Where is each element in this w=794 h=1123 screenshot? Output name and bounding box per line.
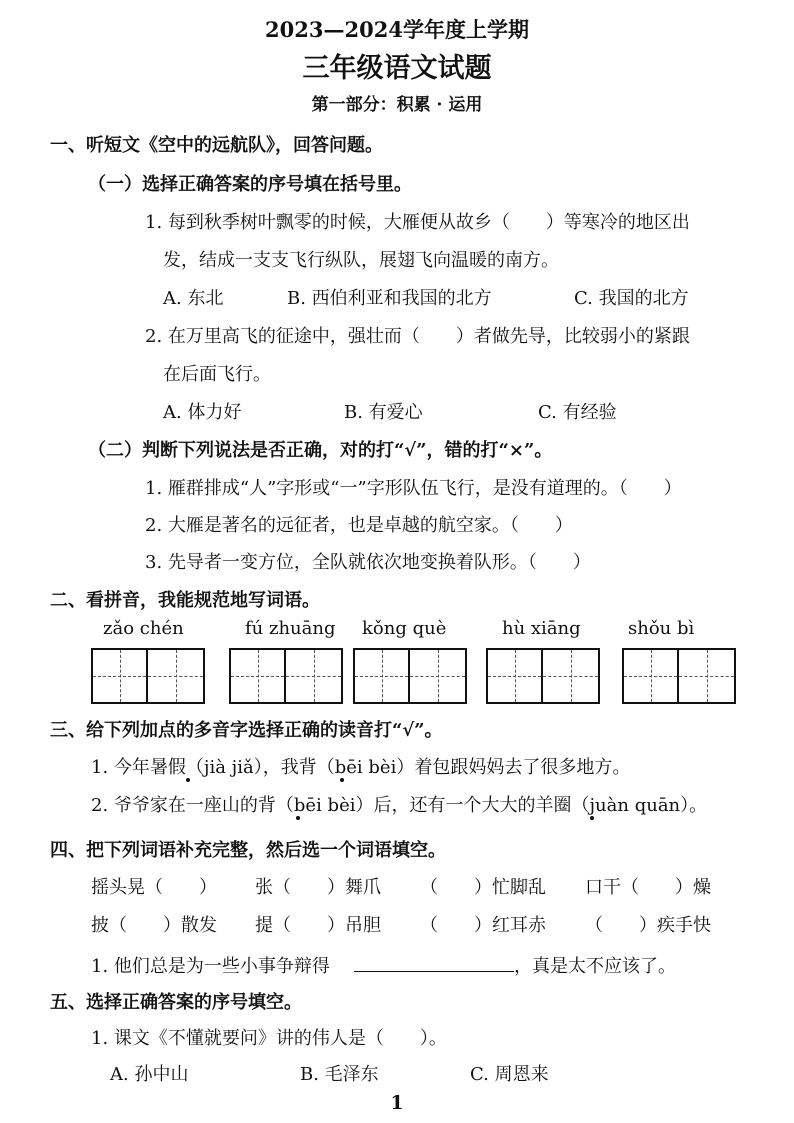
section-3-heading: 三、给下列加点的多音字选择正确的读音打“√”。 — [50, 720, 443, 741]
option-c: C. 周恩来 — [470, 1064, 549, 1085]
emphasis-dot — [296, 816, 300, 820]
idiom-3: （ ）忙脚乱 — [420, 877, 546, 898]
option-a: A. 东北 — [163, 288, 224, 309]
writing-grid-1[interactable] — [91, 648, 205, 704]
idiom-1: 摇头晃（ ） — [91, 877, 217, 898]
writing-cell[interactable] — [410, 650, 465, 702]
writing-cell[interactable] — [488, 650, 543, 702]
term-heading: 2023—2024学年度上学期 — [265, 17, 529, 42]
writing-grid-3[interactable] — [353, 648, 467, 704]
emphasis-dot — [340, 778, 344, 782]
option-b: B. 毛泽东 — [300, 1064, 379, 1085]
pinyin-3: kǒng què — [362, 618, 447, 639]
writing-grid-2[interactable] — [229, 648, 343, 704]
pinyin-2: fú zhuāng — [245, 618, 336, 639]
part-heading: 第一部分：积累 · 运用 — [311, 95, 483, 115]
writing-cell[interactable] — [231, 650, 286, 702]
judge-item-3: 3. 先导者一变方位，全队就依次地变换着队形。（ ） — [145, 552, 591, 573]
polyphone-line-2: 2. 爷爷家在一座山的背（bēi bèi）后，还有一个大大的羊圈（juàn quān）。 — [91, 795, 708, 816]
idiom-8: （ ）疾手快 — [585, 915, 711, 936]
option-a: A. 孙中山 — [110, 1064, 189, 1085]
fill-sentence-end: ，真是太不应该了。 — [514, 956, 676, 977]
pinyin-4: hù xiāng — [502, 618, 581, 639]
option-c: C. 我国的北方 — [574, 288, 689, 309]
idiom-4: 口干（ ）燥 — [585, 877, 711, 898]
idiom-7: （ ）红耳赤 — [420, 915, 546, 936]
idiom-2: 张（ ）舞爪 — [255, 877, 381, 898]
section-2-heading: 二、看拼音，我能规范地写词语。 — [50, 590, 320, 611]
writing-cell[interactable] — [679, 650, 734, 702]
pinyin-1: zǎo chén — [103, 618, 184, 639]
question-1-2-line-2: 在后面飞行。 — [163, 364, 271, 385]
writing-grid-5[interactable] — [622, 648, 736, 704]
option-b: B. 有爱心 — [344, 402, 423, 423]
section-5-heading: 五、选择正确答案的序号填空。 — [50, 992, 302, 1013]
question-1-1-line-1: 1. 每到秋季树叶飘零的时候，大雁便从故乡（ ）等寒冷的地区出 — [145, 212, 690, 233]
idiom-5: 披（ ）散发 — [91, 915, 217, 936]
section-1-sub-2: （二）判断下列说法是否正确，对的打“√”，错的打“×”。 — [88, 440, 553, 461]
option-b: B. 西伯利亚和我国的北方 — [287, 288, 492, 309]
polyphone-line-1: 1. 今年暑假（jià jiǎ），我背（bēi bèi）着包跟妈妈去了很多地方。 — [91, 757, 631, 778]
idiom-6: 提（ ）吊胆 — [255, 915, 381, 936]
writing-cell[interactable] — [624, 650, 679, 702]
question-1-1-line-2: 发，结成一支支飞行纵队，展翅飞向温暖的南方。 — [163, 250, 559, 271]
fill-sentence-start: 1. 他们总是为一些小事争辩得 — [91, 956, 330, 977]
emphasis-dot — [186, 778, 190, 782]
writing-cell[interactable] — [286, 650, 341, 702]
section-1-sub-1: （一）选择正确答案的序号填在括号里。 — [88, 174, 412, 195]
question-1-2-line-1: 2. 在万里高飞的征途中，强壮而（ ）者做先导，比较弱小的紧跟 — [145, 326, 690, 347]
writing-cell[interactable] — [148, 650, 203, 702]
writing-cell[interactable] — [93, 650, 148, 702]
emphasis-dot — [590, 816, 594, 820]
writing-cell[interactable] — [543, 650, 598, 702]
judge-item-1: 1. 雁群排成“人”字形或“一”字形队伍飞行，是没有道理的。（ ） — [145, 478, 682, 499]
option-a: A. 体力好 — [163, 402, 242, 423]
writing-grid-4[interactable] — [486, 648, 600, 704]
writing-cell[interactable] — [355, 650, 410, 702]
judge-item-2: 2. 大雁是著名的远征者，也是卓越的航空家。（ ） — [145, 515, 573, 536]
page-number: 1 — [390, 1092, 404, 1114]
section-1-heading: 一、听短文《空中的远航队》，回答问题。 — [50, 135, 383, 156]
answer-blank[interactable] — [354, 971, 514, 972]
pinyin-5: shǒu bì — [628, 618, 695, 639]
option-c: C. 有经验 — [538, 402, 617, 423]
exam-title: 三年级语文试题 — [302, 53, 492, 84]
section-4-heading: 四、把下列词语补充完整，然后选一个词语填空。 — [50, 840, 446, 861]
question-5-1: 1. 课文《不懂就要问》讲的伟人是（ ）。 — [91, 1028, 447, 1049]
